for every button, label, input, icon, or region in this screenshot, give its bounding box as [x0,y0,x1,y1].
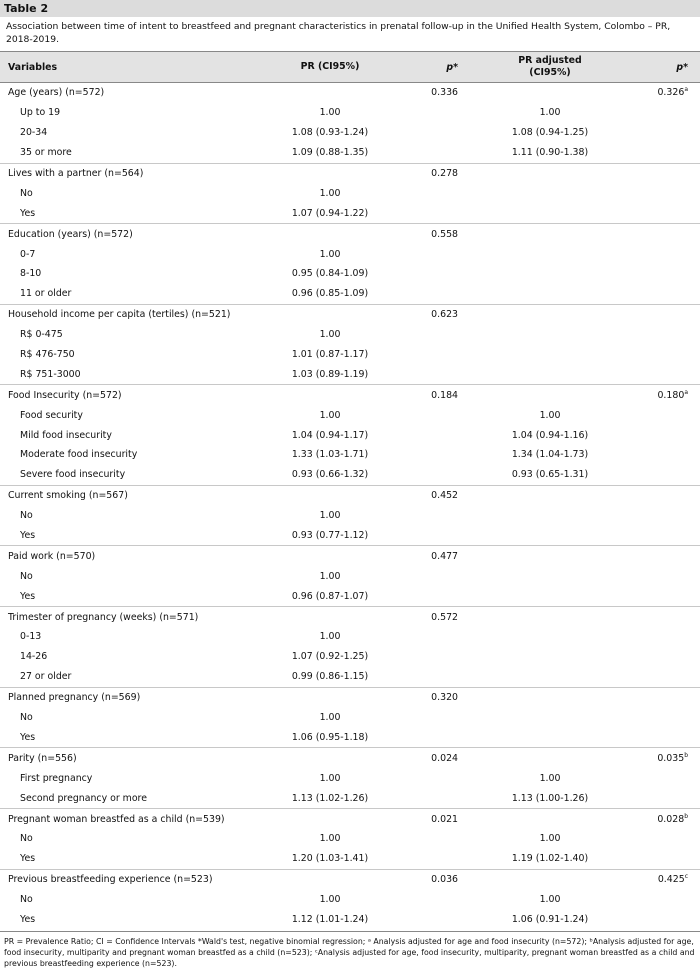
p-value: 0.623 [410,304,470,324]
table-row [0,647,700,667]
p-adjusted-value [630,485,700,505]
category-label: Yes [20,590,36,602]
footnote-marker: b [684,812,688,820]
table-row [0,890,700,910]
category-label: Yes [20,207,36,219]
p-adjusted-empty [630,284,700,304]
table-row [0,405,700,425]
category-label: 14-26 [20,651,48,663]
p-adjusted-empty [630,123,700,143]
pr-value: 0.99 (0.86-1.15) [291,671,369,683]
p-adjusted-value [630,869,700,889]
p-value: 0.320 [410,687,470,707]
group-label: Pregnant woman breastfed as a child (n=539) [0,809,250,829]
p-empty [410,203,470,223]
pr-cell [250,869,410,889]
p-adjusted-empty [630,627,700,647]
table-row [0,325,700,345]
group-label: Trimester of pregnancy (weeks) (n=571) [0,607,250,627]
table-row [0,284,700,304]
header-pr-adjusted-line1: PR adjusted [518,55,582,66]
pr-adjusted-value [470,566,630,586]
p-adjusted-empty [630,890,700,910]
category-label: Yes [20,731,36,743]
p-adjusted-value [630,83,700,103]
pr-value: 1.03 (0.89-1.19) [291,368,369,380]
category-label: No [20,833,33,845]
table-row [0,526,700,546]
pr-value: 1.00 [319,409,341,421]
pr-adjusted-cell [470,385,630,405]
group-label: Planned pregnancy (n=569) [0,687,250,707]
pr-adjusted-value: 1.00 [539,409,561,421]
group-row [0,809,700,829]
pr-adjusted-value [470,506,630,526]
p-adjusted-empty [630,203,700,223]
group-label: Education (years) (n=572) [0,224,250,244]
pr-adjusted-cell [470,163,630,183]
category-label: No [20,570,33,582]
group-label: Age (years) (n=572) [8,87,105,99]
p-value: 0.036 [410,869,470,889]
group-row [0,748,700,768]
table-row [0,203,700,223]
p-adjusted-empty [630,728,700,748]
p-adjusted-value [630,385,700,405]
category-label: 20-34 [20,127,48,139]
group-label: Paid work (n=570) [0,546,250,566]
p-adjusted-number: 0.028 [657,813,685,825]
pr-value: 1.33 (1.03-1.71) [291,449,369,461]
group-row [0,224,700,244]
category-label: R$ 476-750 [20,349,75,361]
pr-adjusted-value [470,364,630,384]
pr-value: 1.00 [319,187,341,199]
p-value: 0.477 [410,546,470,566]
p-adjusted-number: 0.326 [657,87,685,99]
pr-value: 1.06 (0.95-1.18) [291,731,369,743]
p-adjusted-empty [630,364,700,384]
table-row [0,345,700,365]
p-adjusted-empty [630,526,700,546]
pr-value: 1.13 (1.02-1.26) [291,792,369,804]
pr-adjusted-cell [470,607,630,627]
pr-adjusted-value: 1.06 (0.91-1.24) [511,913,589,925]
pr-adjusted-value [470,647,630,667]
footnote-marker: b [684,751,688,759]
group-row [0,485,700,505]
category-label: No [20,187,33,199]
table-row [0,143,700,163]
p-empty [410,103,470,123]
pr-adjusted-value [470,345,630,365]
pr-value: 1.00 [319,570,341,582]
table-row [0,667,700,687]
pr-value: 0.95 (0.84-1.09) [291,268,369,280]
p-empty [410,425,470,445]
category-label: 11 or older [20,288,72,300]
pr-adjusted-value [470,627,630,647]
category-label: 0-7 [20,248,36,260]
group-label: Parity (n=556) [0,748,250,768]
table-row [0,566,700,586]
pr-value: 1.09 (0.88-1.35) [291,147,369,159]
pr-cell [250,224,410,244]
category-label: 8-10 [20,268,42,280]
p-adjusted-number: 0.425 [657,874,685,886]
pr-cell [250,809,410,829]
pr-adjusted-cell [470,809,630,829]
pr-value: 1.00 [319,631,341,643]
pr-adjusted-value: 1.04 (0.94-1.16) [511,429,589,441]
p-empty [410,506,470,526]
pr-adjusted-value: 1.13 (1.00-1.26) [511,792,589,804]
pr-adjusted-value [470,203,630,223]
pr-cell [250,385,410,405]
pr-value: 1.00 [319,894,341,906]
category-label: Severe food insecurity [20,469,126,481]
p-adjusted-empty [630,345,700,365]
p-adjusted-number: 0.180 [657,389,685,401]
p-adjusted-empty [630,708,700,728]
p-adjusted-value [630,687,700,707]
pr-cell [250,163,410,183]
header-variables: Variables [0,52,250,83]
table-row [0,465,700,485]
pr-cell [250,304,410,324]
p-empty [410,526,470,546]
pr-value: 1.00 [319,712,341,724]
table-row [0,708,700,728]
pr-cell [250,546,410,566]
footnote-marker: c [684,873,688,881]
category-label: R$ 751-3000 [20,368,81,380]
p-value: 0.572 [410,607,470,627]
pr-value: 0.93 (0.66-1.32) [291,469,369,481]
p-empty [410,849,470,869]
p-empty [410,325,470,345]
p-adjusted-empty [630,768,700,788]
pr-adjusted-value [470,284,630,304]
category-label: No [20,712,33,724]
p-adjusted-empty [630,849,700,869]
p-empty [410,143,470,163]
p-empty [410,910,470,930]
pr-adjusted-value [470,708,630,728]
pr-adjusted-value: 1.00 [539,772,561,784]
category-label: Yes [20,853,36,865]
category-label: 0-13 [20,631,42,643]
p-empty [410,465,470,485]
results-table [0,52,700,929]
p-value: 0.278 [410,163,470,183]
p-adjusted-empty [630,788,700,808]
table-row [0,123,700,143]
p-empty [410,890,470,910]
pr-adjusted-value: 1.19 (1.02-1.40) [511,853,589,865]
p-adjusted-empty [630,566,700,586]
header-row [0,52,700,83]
p-empty [410,647,470,667]
p-adjusted-empty [630,829,700,849]
table-row [0,506,700,526]
table-row [0,910,700,930]
p-value: 0.336 [431,87,458,99]
p-value: 0.021 [410,809,470,829]
pr-adjusted-value [470,526,630,546]
p-adjusted-value [630,163,700,183]
header-pr-adjusted [470,52,630,83]
table-body [0,83,700,930]
group-row [0,163,700,183]
pr-adjusted-value: 1.11 (0.90-1.38) [511,147,589,159]
pr-adjusted-cell [470,485,630,505]
pr-adjusted-cell [470,869,630,889]
category-label: Mild food insecurity [20,429,112,441]
pr-value: 1.12 (1.01-1.24) [291,913,369,925]
pr-cell [250,687,410,707]
category-label: No [20,510,33,522]
p-empty [410,586,470,606]
table-row [0,586,700,606]
pr-adjusted-value: 1.08 (0.94-1.25) [511,127,589,139]
p-empty [410,627,470,647]
table-row [0,768,700,788]
pr-value: 1.20 (1.03-1.41) [291,853,369,865]
p-empty [410,345,470,365]
header-pr: PR (CI95%) [250,52,410,83]
table-row [0,425,700,445]
p-empty [410,405,470,425]
pr-value: 1.04 (0.94-1.17) [291,429,369,441]
p-empty [410,667,470,687]
pr-cell [250,607,410,627]
p-empty [410,183,470,203]
group-row [0,869,700,889]
table-row [0,264,700,284]
category-label: Up to 19 [20,107,61,119]
p-adjusted-value [630,224,700,244]
pr-adjusted-value [470,586,630,606]
table-row [0,183,700,203]
p-empty [410,728,470,748]
category-label: Yes [20,530,36,542]
p-empty [410,123,470,143]
category-label: 27 or older [20,671,72,683]
p-adjusted-empty [630,325,700,345]
p-value: 0.452 [410,485,470,505]
pr-adjusted-value [470,183,630,203]
p-adjusted-empty [630,244,700,264]
p-value: 0.558 [410,224,470,244]
p-adjusted-empty [630,647,700,667]
pr-value: 1.07 (0.94-1.22) [291,207,369,219]
category-label: Moderate food insecurity [20,449,138,461]
p-adjusted-empty [630,183,700,203]
p-adjusted-value [630,607,700,627]
pr-adjusted-cell [470,304,630,324]
category-label: Yes [20,913,36,925]
pr-adjusted-value [470,264,630,284]
p-value: 0.184 [410,385,470,405]
p-empty [410,829,470,849]
table-row [0,445,700,465]
category-label: No [20,894,33,906]
pr-adjusted-cell [470,224,630,244]
pr-adjusted-value: 1.00 [539,833,561,845]
pr-adjusted-value: 1.00 [539,107,561,119]
p-empty [410,768,470,788]
pr-adjusted-value: 1.00 [539,894,561,906]
group-label: Previous breastfeeding experience (n=523) [0,869,250,889]
p-adjusted-empty [630,506,700,526]
table-row [0,849,700,869]
p-adjusted-empty [630,465,700,485]
p-empty [410,566,470,586]
group-row [0,687,700,707]
pr-value: 1.00 [319,772,341,784]
pr-value: 0.96 (0.85-1.09) [291,288,369,300]
p-empty [410,264,470,284]
group-label: Current smoking (n=567) [0,485,250,505]
pr-value: 0.93 (0.77-1.12) [291,530,369,542]
group-row [0,546,700,566]
category-label: First pregnancy [20,772,93,784]
pr-cell [250,83,410,103]
pr-value: 1.00 [319,329,341,341]
group-label: Food Insecurity (n=572) [0,385,250,405]
p-adjusted-empty [630,143,700,163]
pr-adjusted-value [470,244,630,264]
pr-value: 1.00 [319,510,341,522]
table-label: Table 2 [0,0,700,17]
table-row [0,627,700,647]
category-label: R$ 0-475 [20,329,63,341]
footnote-marker: a [684,388,688,396]
p-adjusted-empty [630,667,700,687]
group-label: Household income per capita (tertiles) (n=521) [0,304,250,324]
table-caption: Association between time of intent to breastfeed and pregnant characteristics in prenatal follow-up in the Unified Health System, Colombo – PR, 2018-2019. [0,17,700,52]
p-adjusted-empty [630,425,700,445]
p-adjusted-empty [630,586,700,606]
category-label: Food security [20,409,83,421]
table-footnote: PR = Prevalence Ratio; CI = Confidence Intervals *Wald's test, negative binomial regression; ᵃ Analysis adjusted for age and food insecurity (n=572); ᵇAnalysis adjusted for age, food insecurity, multiparity and pregnant woman breastfed as a child (n=523); ᶜAnalysis adjusted for age, food insecurity, multiparity, pregnant woman breastfed as a child and previous breastfeeding experience (n=523). [0,931,700,969]
group-row [0,83,700,103]
p-empty [410,284,470,304]
pr-adjusted-value: 1.34 (1.04-1.73) [511,449,589,461]
pr-cell [250,748,410,768]
pr-value: 1.08 (0.93-1.24) [291,127,369,139]
group-row [0,385,700,405]
group-row [0,304,700,324]
p-adjusted-value [630,809,700,829]
p-adjusted-empty [630,103,700,123]
category-label: 35 or more [20,147,72,159]
p-empty [410,708,470,728]
pr-value: 1.01 (0.87-1.17) [291,349,369,361]
p-adjusted-value [630,748,700,768]
pr-adjusted-value: 0.93 (0.65-1.31) [511,469,589,481]
pr-adjusted-cell [470,546,630,566]
p-value: 0.024 [410,748,470,768]
header-p-adjusted: p* [630,52,700,83]
table-row [0,244,700,264]
p-adjusted-empty [630,910,700,930]
pr-cell [250,485,410,505]
p-empty [410,244,470,264]
table-row [0,829,700,849]
pr-value: 1.00 [319,248,341,260]
group-row [0,607,700,627]
pr-adjusted-cell [470,687,630,707]
pr-adjusted-cell [470,748,630,768]
p-adjusted-empty [630,405,700,425]
header-p: p* [410,52,470,83]
header-pr-adjusted-line2: (CI95%) [529,67,571,78]
pr-adjusted-value [470,667,630,687]
table-row [0,364,700,384]
pr-value: 0.96 (0.87-1.07) [291,590,369,602]
pr-value: 1.07 (0.92-1.25) [291,651,369,663]
p-empty [410,364,470,384]
group-label: Lives with a partner (n=564) [0,163,250,183]
pr-value: 1.00 [319,833,341,845]
p-adjusted-empty [630,264,700,284]
p-empty [410,445,470,465]
p-adjusted-number: 0.035 [657,752,685,764]
table-row [0,788,700,808]
footnote-marker: a [684,86,688,94]
category-label: Second pregnancy or more [20,792,147,804]
p-adjusted-empty [630,445,700,465]
p-empty [410,788,470,808]
pr-adjusted-value [470,728,630,748]
table-row [0,103,700,123]
p-adjusted-value [630,304,700,324]
pr-value: 1.00 [319,107,341,119]
pr-adjusted-cell [470,83,630,103]
p-adjusted-value [630,546,700,566]
table-row [0,728,700,748]
pr-adjusted-value [470,325,630,345]
